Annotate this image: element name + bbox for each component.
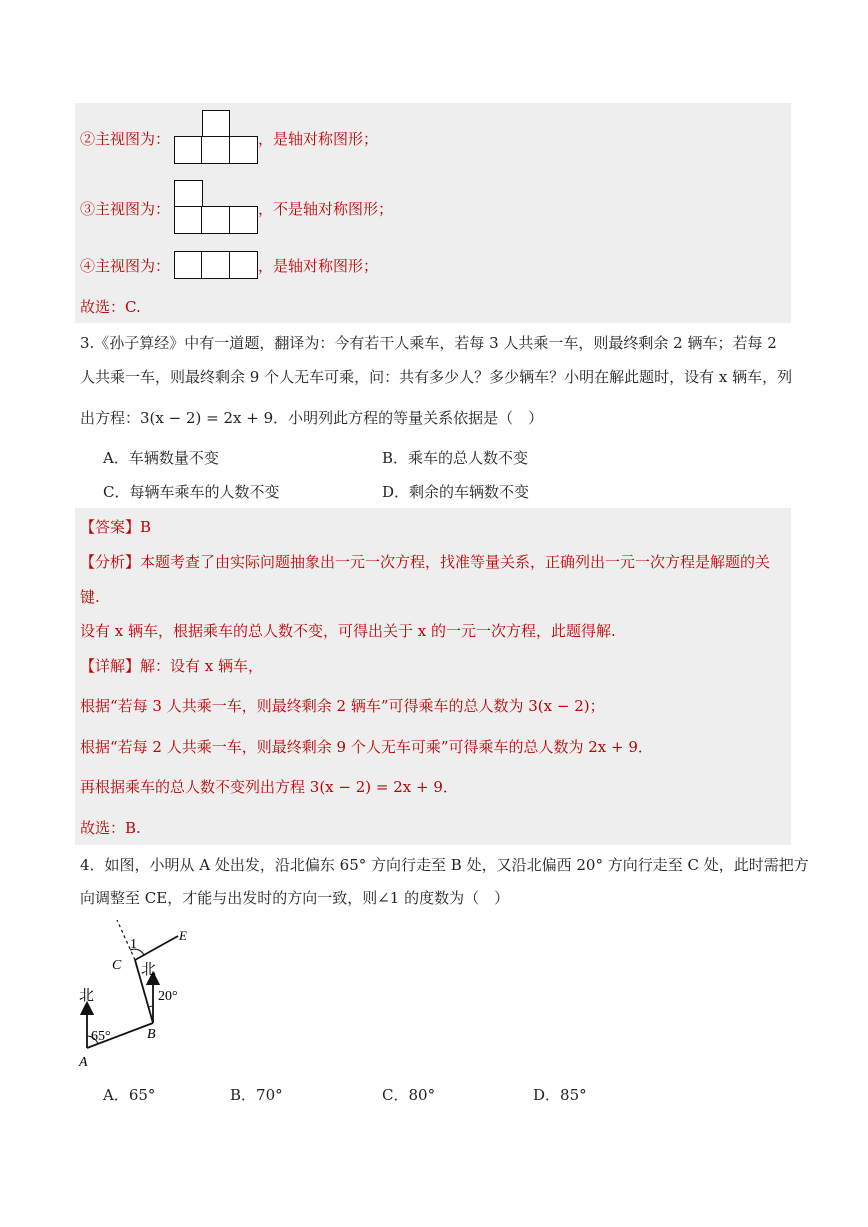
- direction-figure: [75, 918, 205, 1068]
- q3-stem-line3: 出方程：3(x − 2) = 2x + 9．小明列此方程的等量关系依据是（ ）: [80, 409, 544, 427]
- q4-stem-line2: 向调整至 CE，才能与出发时的方向一致，则∠1 的度数为（ ）: [80, 889, 510, 907]
- q3-analysis-line3: 设有 x 辆车，根据乘车的总人数不变，可得出关于 x 的一元一次方程，此题得解.: [80, 622, 616, 640]
- q2-item3-result: ，不是轴对称图形；: [258, 200, 394, 218]
- q2-item2-result: ，是轴对称图形；: [258, 130, 379, 148]
- q4-option-c[interactable]: C．80°: [382, 1086, 436, 1104]
- q2-item2-label: ②主视图为：: [80, 130, 171, 148]
- q2-item3-label: ③主视图为：: [80, 200, 171, 218]
- q2-item4-result: ，是轴对称图形；: [258, 257, 379, 275]
- q3-analysis-line1: 【分析】本题考查了由实际问题抽象出一元一次方程，找准等量关系，正确列出一元一次方程是解题的关: [80, 553, 771, 571]
- label-b: B: [147, 1027, 156, 1042]
- q2-choice: 故选：C.: [80, 298, 141, 316]
- q4-option-d[interactable]: D．85°: [533, 1086, 587, 1104]
- q3-stem-line2: 人共乘一车，则最终剩余 9 个人无车可乘，问：共有多少人？多少辆车？小明在解此题时，设有 x 辆车，列: [80, 368, 793, 386]
- q3-detail-line2: 根据“若每 3 人共乘一车，则最终剩余 2 辆车”可得乘车的总人数为 3(x − 2)；: [80, 697, 605, 715]
- q3-detail-line4: 再根据乘车的总人数不变列出方程 3(x − 2) = 2x + 9．: [80, 778, 458, 796]
- front-view-figure-4: [174, 251, 258, 279]
- front-view-figure-2: [174, 110, 258, 164]
- q4-option-b[interactable]: B．70°: [230, 1086, 283, 1104]
- label-1: 1: [130, 937, 137, 952]
- q3-option-d[interactable]: D．剩余的车辆数不变: [382, 483, 530, 501]
- q4-option-a[interactable]: A．65°: [103, 1086, 156, 1104]
- q2-item4-label: ④主视图为：: [80, 257, 171, 275]
- q3-detail-line1: 【详解】解：设有 x 辆车，: [80, 657, 263, 675]
- label-a: A: [79, 1055, 88, 1068]
- segment-ce: [135, 936, 178, 960]
- q3-choice: 故选：B.: [80, 819, 141, 837]
- q4-stem-line1: 4．如图，小明从 A 处出发，沿北偏东 65° 方向行走至 B 处，又沿北偏西 20° 方向行走至 C 处，此时需把方: [80, 856, 809, 874]
- label-c: C: [112, 958, 122, 973]
- front-view-figure-3: [174, 180, 258, 234]
- q3-option-a[interactable]: A．车辆数量不变: [103, 449, 219, 467]
- q3-option-c[interactable]: C．每辆车乘车的人数不变: [103, 483, 280, 501]
- label-north-1: 北: [79, 986, 95, 1004]
- label-angle-65: 65°: [91, 1029, 111, 1044]
- q3-analysis-line2: 键.: [80, 588, 100, 606]
- q3-detail-line3: 根据“若每 2 人共乘一车，则最终剩余 9 个人无车可乘”可得乘车的总人数为 2x + 9．: [80, 738, 653, 756]
- q3-option-b[interactable]: B．乘车的总人数不变: [382, 449, 529, 467]
- q3-stem-line1: 3.《孙子算经》中有一道题，翻译为：今有若干人乘车，若每 3 人共乘一车，则最终剩余 2 辆车；若每 2: [80, 334, 777, 352]
- label-e: E: [179, 928, 187, 943]
- q3-answer: 【答案】B: [80, 518, 152, 536]
- label-north-2: 北: [141, 960, 157, 978]
- label-angle-20: 20°: [158, 989, 178, 1004]
